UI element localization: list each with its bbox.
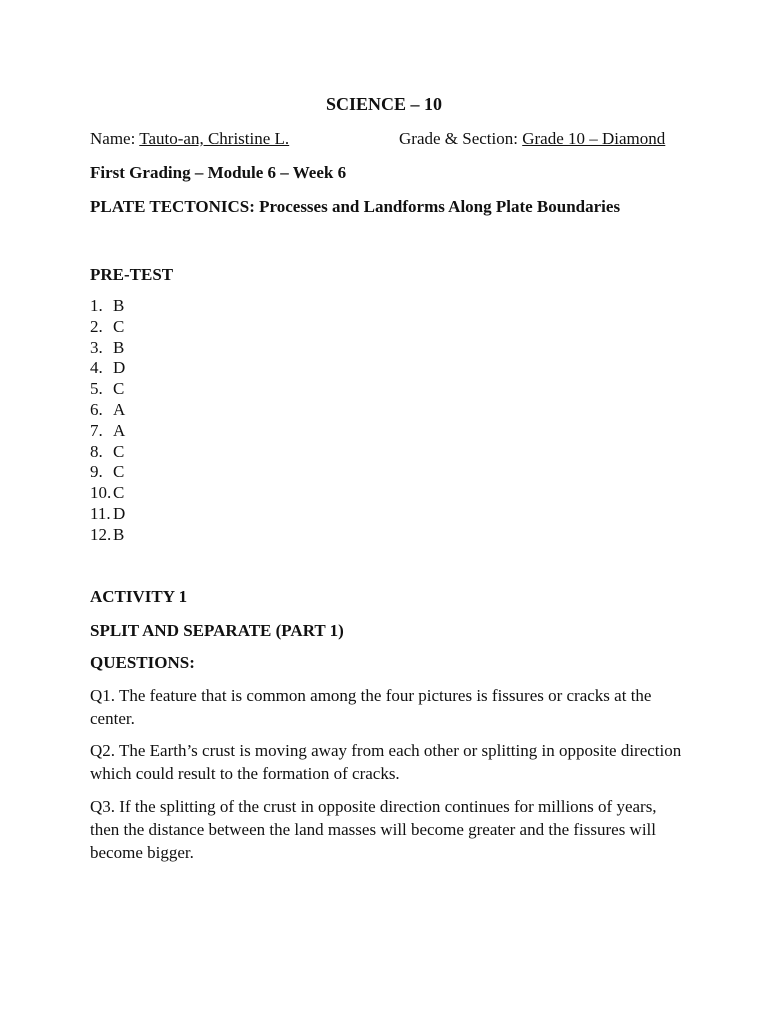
- name-value: Tauto-an, Christine L.: [139, 129, 290, 148]
- answer-q3: Q3. If the splitting of the crust in opposite direction continues for millions of years, then the distance between the land masses will become greater and the fissures will become bigger.: [90, 797, 657, 862]
- topic-line: PLATE TECTONICS: Processes and Landforms Along Plate Boundaries: [90, 197, 621, 216]
- list-item: 7. A: [90, 420, 126, 440]
- answer-q2: Q2. The Earth’s crust is moving away from each other or splitting in opposite direction which could result to the formation of cracks.: [90, 741, 682, 783]
- list-item: 1. B: [90, 296, 125, 315]
- activity-subheading: SPLIT AND SEPARATE (PART 1): [90, 621, 344, 640]
- list-item: 12. B: [90, 524, 125, 544]
- name-field: [90, 129, 289, 149]
- list-item: 9. C: [90, 462, 125, 482]
- name-label: Name:: [90, 129, 136, 148]
- list-item: 8. C: [90, 441, 125, 461]
- grade-value: Grade 10 – Diamond: [522, 129, 666, 148]
- list-item: 3. B: [90, 337, 125, 357]
- questions-heading: QUESTIONS:: [90, 653, 195, 672]
- list-item: 11. D: [90, 503, 126, 523]
- list-item: 4. D: [90, 358, 126, 378]
- student-info-row: [90, 129, 678, 151]
- grade-section-field: [399, 129, 665, 149]
- list-item: 10. C: [90, 483, 125, 503]
- pretest-heading: PRE-TEST: [90, 265, 174, 284]
- page-title: SCIENCE – 10: [325, 94, 443, 114]
- activity-heading: ACTIVITY 1: [90, 587, 188, 606]
- grading-line: First Grading – Module 6 – Week 6: [90, 163, 347, 182]
- answer-q1: Q1. The feature that is common among the four pictures is fissures or cracks at the center.: [90, 686, 652, 728]
- pretest-answer-list: [90, 296, 125, 546]
- grade-label: Grade & Section:: [399, 129, 518, 148]
- list-item: 5. C: [90, 379, 125, 399]
- list-item: 2. C: [90, 316, 125, 336]
- list-item: 6. A: [90, 399, 126, 419]
